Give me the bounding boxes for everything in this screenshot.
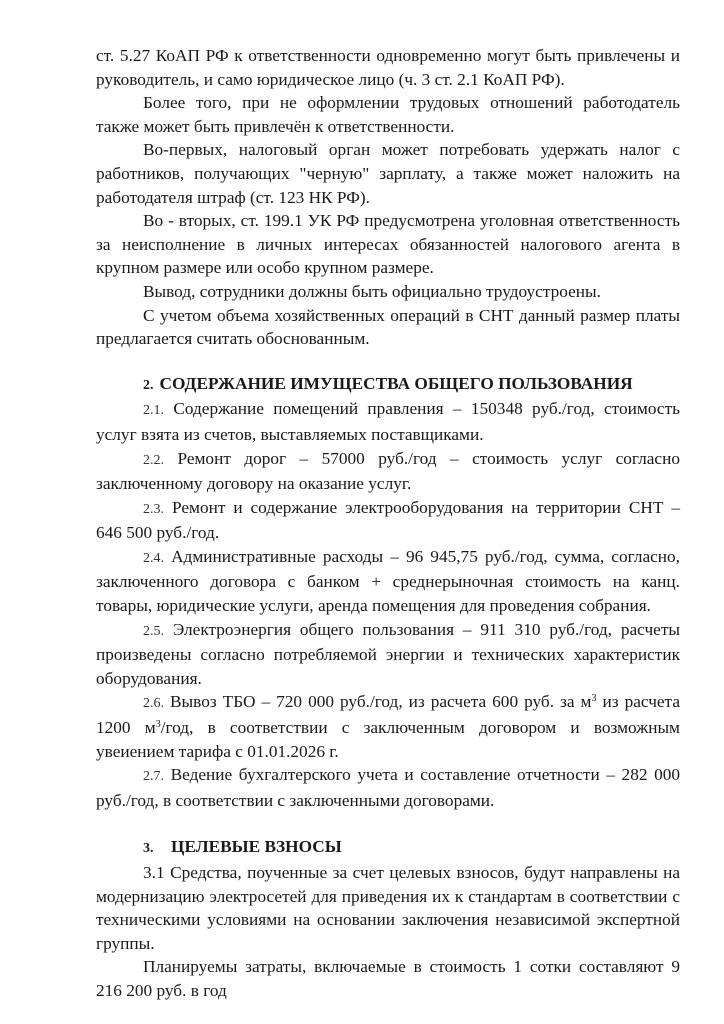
section-3-heading (96, 835, 680, 861)
item-2-3 (96, 496, 680, 545)
intro-paragraph-5: Вывод, сотрудники должны быть официально трудоустроены. (143, 281, 601, 301)
item-text: /год, в соответствии с заключенным договором и возможным увеиением тарифа с 01.01.2026 г. (96, 718, 680, 761)
section-3-number: 3. (143, 841, 154, 857)
section-3-paragraph-1: 3.1 Средства, поученные за счет целевых взносов, будут направлены на модернизацию электросетей для приведения их к стандартам в соответствии с техническими условиями на основании заключения независимой экспертной группы. (96, 863, 680, 953)
item-text: Ремонт дорог – 57000 руб./год – стоимость услуг согласно заключенному договору на оказание услуг. (96, 448, 680, 494)
document-page (96, 44, 680, 1003)
item-number: 2.7. (143, 769, 164, 785)
intro-paragraph-6: С учетом объема хозяйственных операций в СНТ данный размер платы предлагается считать обоснованным. (96, 305, 680, 349)
item-number: 2.5. (143, 623, 164, 639)
item-text: Ремонт и содержание электрооборудования на территории СНТ – 646 500 руб./год. (96, 497, 681, 543)
section-3-paragraph-2: Планируемы затраты, включаемые в стоимость 1 сотки составляют 9 216 200 руб. в год (96, 957, 680, 1000)
item-number: 2.6. (143, 696, 164, 712)
item-text: Вывоз ТБО – 720 000 руб./год, из расчета 600 руб. за м (170, 692, 592, 712)
section-3-title: ЦЕЛЕВЫЕ ВЗНОСЫ (171, 837, 342, 857)
item-2-4 (96, 545, 680, 618)
intro-paragraph-4: Во - вторых, ст. 199.1 УК РФ предусмотрена уголовная ответственность за неисполнение в личных интересах обязанностей налогового агента в крупном размере или особо крупном размере. (96, 211, 680, 278)
intro-paragraph-3: Во-первых, налоговый орган может потребовать удержать налог с работников, получающих "черную" зарплату, а также может наложить на работодателя штраф (ст. 123 НК РФ). (96, 140, 680, 207)
item-text: Содержание помещений правления – 150348 руб./год, стоимость услуг взята из счетов, выставляемых поставщиками. (96, 399, 681, 444)
item-text: Электроэнергия общего пользования – 911 310 руб./год, расчеты произведены согласно потребляемой энергии и технических характеристик оборудования. (96, 619, 681, 688)
intro-paragraph-2: Более того, при не оформлении трудовых отношений работодатель также может быть привлечён к ответственности. (96, 93, 680, 136)
superscript: 3 (591, 693, 597, 705)
item-number: 2.4. (143, 550, 164, 566)
item-number: 2.2. (143, 452, 164, 468)
section-2-heading (96, 372, 680, 398)
item-2-1 (96, 397, 680, 446)
item-text: Ведение бухгалтерского учета и составление отчетности – 282 000 руб./год, в соответствии с заключенными договорами. (96, 765, 680, 810)
item-2-5 (96, 618, 680, 691)
section-2-title: СОДЕРЖАНИЕ ИМУЩЕСТВА ОБЩЕГО ПОЛЬЗОВАНИЯ (159, 373, 633, 393)
superscript: 3 (155, 719, 161, 731)
item-number: 2.3. (143, 501, 164, 517)
item-2-6 (96, 690, 680, 763)
intro-paragraph-1: ст. 5.27 КоАП РФ к ответственности одновременно могут быть привлечены и руководитель, и само юридическое лицо (ч. 3 ст. 2.1 КоАП РФ). (96, 46, 680, 89)
item-2-2 (96, 447, 680, 496)
section-2-number: 2. (143, 377, 154, 393)
item-text: из расчета 1200 м (96, 692, 680, 738)
item-number: 2.1. (143, 403, 164, 419)
item-text: Административные расходы – 96 945,75 руб./год, сумма, согласно, заключенного договора с банком + среднерыночная стоимость на канц. товары, юридические услуги, аренда помещения для проведения собрания. (96, 546, 680, 616)
item-2-7 (96, 763, 680, 812)
